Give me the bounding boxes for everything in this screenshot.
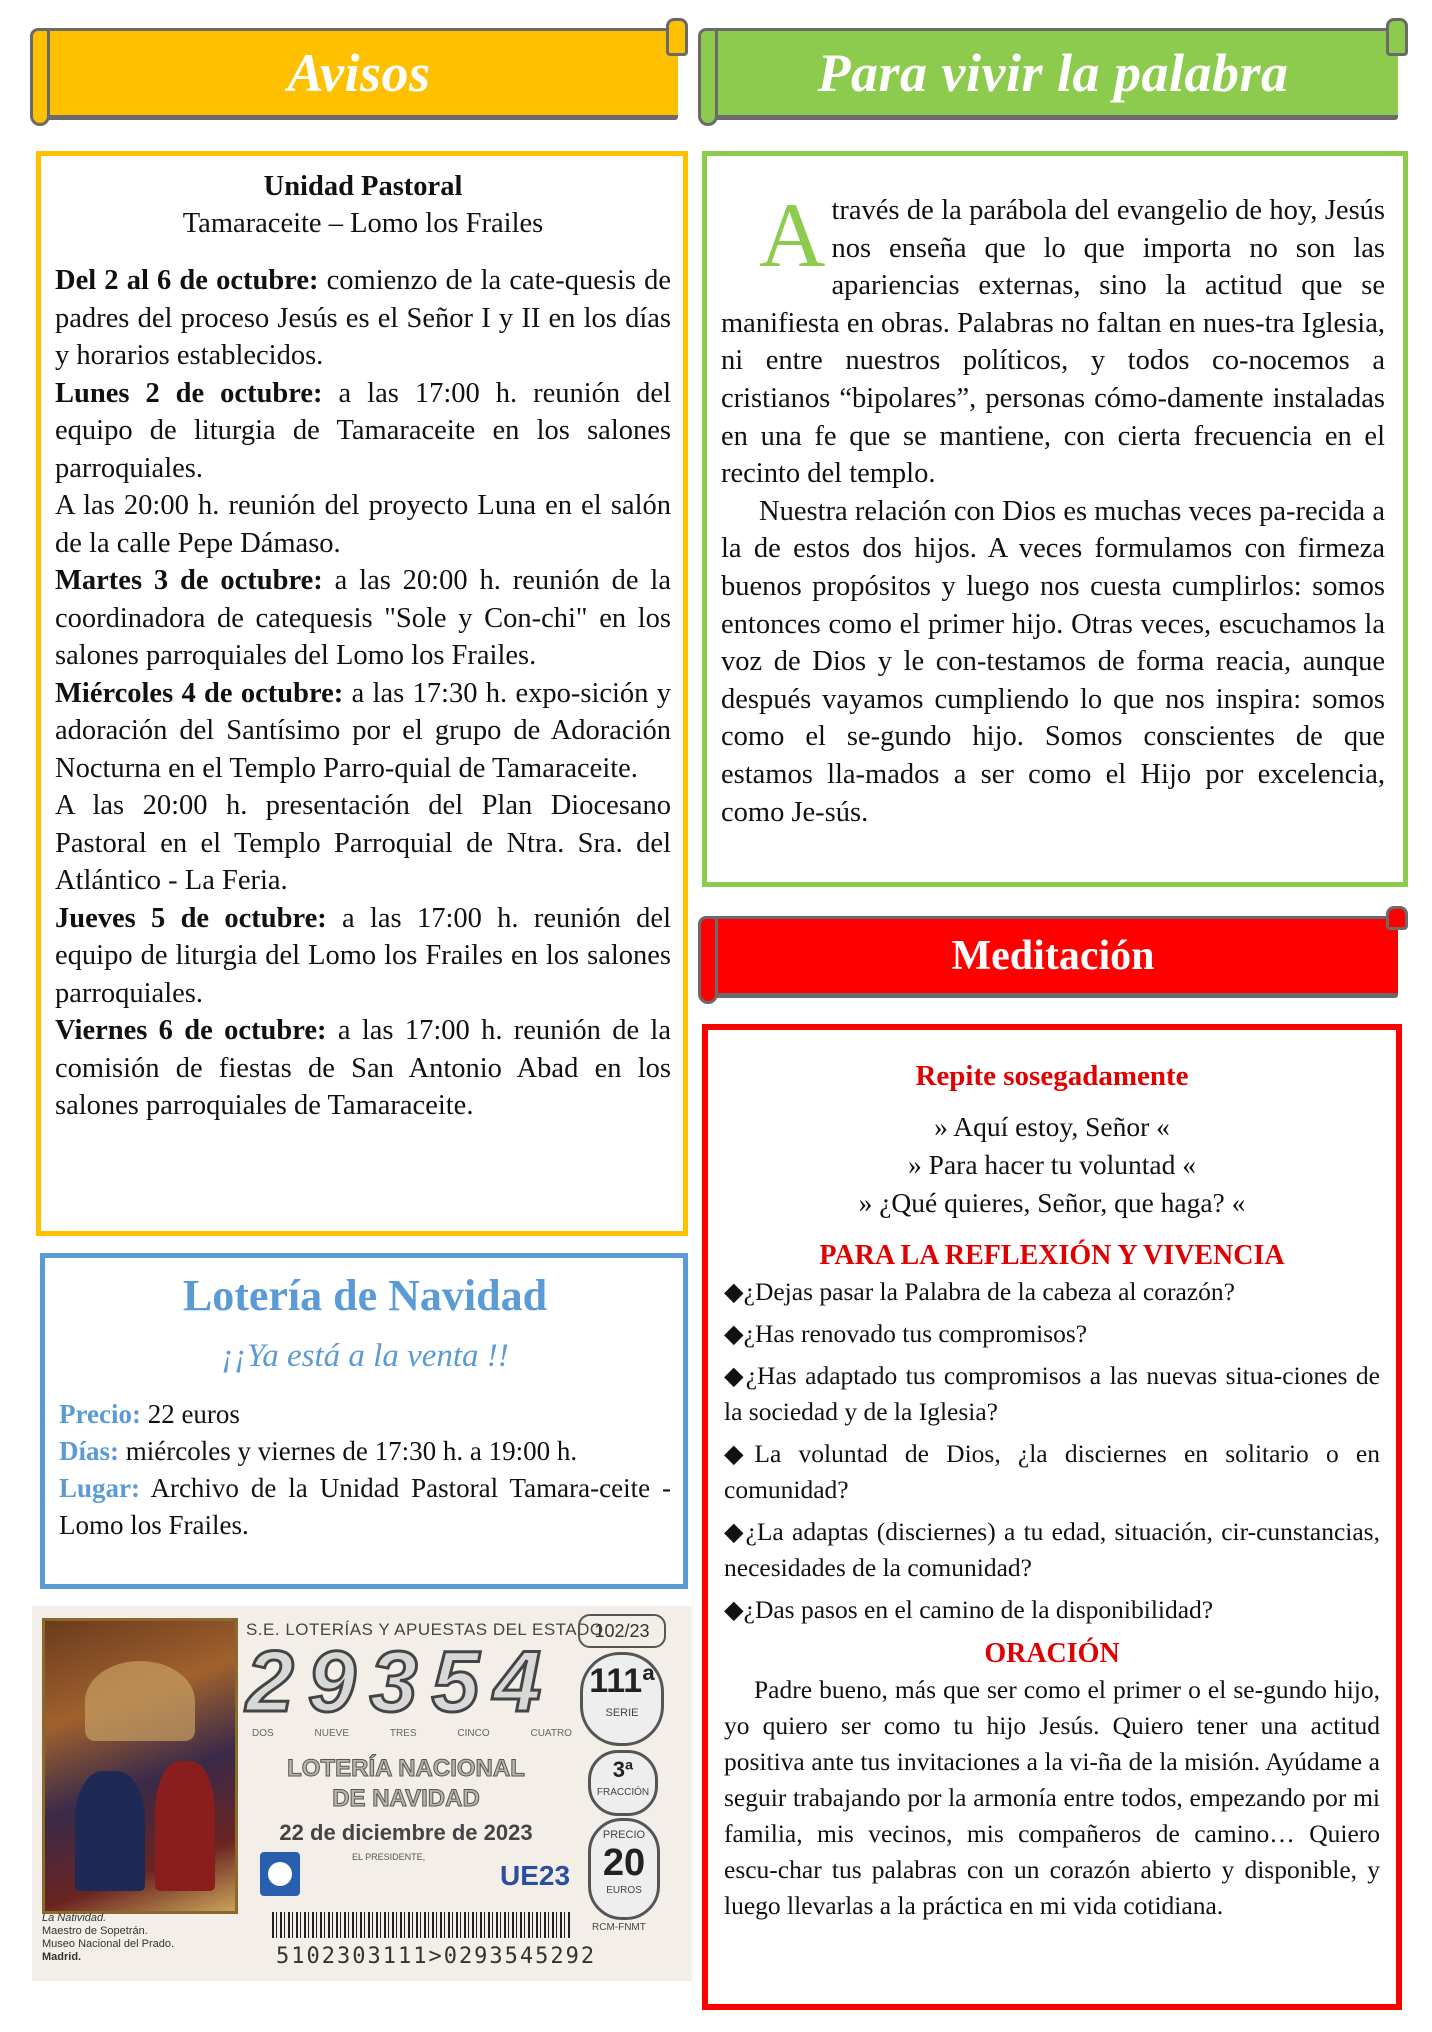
reflexion-title: PARA LA REFLEXIÓN Y VIVENCIA — [819, 1240, 1285, 1271]
nativity-painting — [42, 1618, 238, 1914]
barcode — [272, 1912, 572, 1938]
diamond-icon: ◆ — [724, 1439, 755, 1468]
dias-line: Días: miércoles y viernes de 17:30 h. a 19:00 h. — [59, 1436, 578, 1466]
drop-cap: A — [759, 184, 826, 286]
aviso-item: Jueves 5 de octubre: a las 17:00 h. reunión del equipo de liturgia del Lomo los Frailes en los salones parroquiales. — [55, 902, 671, 1009]
avisos-list — [55, 262, 671, 1125]
loteria-title: Lotería de Navidad — [182, 1271, 548, 1320]
aviso-item: Miércoles 4 de octubre: a las 17:30 h. expo-sición y adoración del Santísimo por el grupo de Adoración Nocturna en el Templo Parro-quial de Tamaraceite. — [55, 677, 671, 784]
avisos-banner — [40, 18, 688, 130]
lugar-line: Lugar: Archivo de la Unidad Pastoral Tamara-ceite - Lomo los Frailes. — [59, 1473, 671, 1540]
lottery-ticket — [32, 1606, 692, 1981]
aviso-item: A las 20:00 h. reunión del proyecto Luna en el salón de la calle Pepe Dámaso. — [55, 490, 671, 559]
rcm-mark: RCM-FNMT — [592, 1922, 646, 1933]
diamond-icon: ◆ — [724, 1277, 744, 1306]
meditacion-box — [702, 1024, 1402, 2010]
palabra-box — [702, 151, 1408, 887]
ticket-serie: 111ª SERIE — [580, 1652, 664, 1746]
question-item: ◆La voluntad de Dios, ¿la disciernes en solitario o en comunidad? — [724, 1439, 1380, 1504]
oracion-title: ORACIÓN — [984, 1638, 1120, 1669]
painting-caption: La Natividad. Maestro de Sopetrán. Museo Nacional del Prado. Madrid. — [42, 1912, 175, 1963]
ticket-number: 29354 — [246, 1634, 556, 1730]
ue-mark: UE23 — [500, 1860, 571, 1891]
meditacion-title: Meditación — [951, 933, 1155, 979]
diamond-icon: ◆ — [724, 1361, 746, 1390]
question-item: ◆¿Has renovado tus compromisos? — [724, 1319, 1088, 1348]
loteria-subtitle: ¡¡Ya está a la venta !! — [221, 1338, 509, 1374]
question-item: ◆¿Has adaptado tus compromisos a las nuevas situa-ciones de la sociedad y de la Iglesia? — [724, 1361, 1380, 1426]
ticket-president: EL PRESIDENTE, — [352, 1852, 426, 1862]
repite-title: Repite sosegadamente — [915, 1060, 1189, 1092]
repite-line: » ¿Qué quieres, Señor, que haga? « — [858, 1187, 1246, 1218]
aviso-item: A las 20:00 h. presentación del Plan Diocesano Pastoral en el Templo Parroquial de Ntra. Sra. del Atlántico - La Feria. — [55, 790, 671, 896]
repite-line: » Para hacer tu voluntad « — [908, 1149, 1196, 1180]
unit-subtitle: Tamaraceite – Lomo los Frailes — [182, 208, 544, 239]
unit-title: Unidad Pastoral — [263, 171, 463, 202]
oracion-text: Padre bueno, más que ser como el primer o el se-gundo hijo, yo quiero ser como tu hijo Jesús. Quiero tener una actitud positiva ante tus invitaciones a la vi-ña de la misión. Ayúdame a seguir trabajando por la armonía entre todos, empezando por mi familia, mis vecinos, mis compañeros de camino… Quiero escu-char tus palabras con un corazón abierto y disponible, y luego llevarlas a la práctica en mi vida cotidiana. — [724, 1675, 1380, 1920]
diamond-icon: ◆ — [724, 1595, 744, 1624]
digit-words: DOS NUEVE TRES CINCO CUATRO — [252, 1728, 572, 1739]
aviso-item: Martes 3 de octubre: a las 20:00 h. reunión de la coordinadora de catequesis "Sole y Con-chi" en los salones parroquiales del Lomo los Frailes. — [55, 565, 671, 671]
repite-line: » Aquí estoy, Señor « — [934, 1111, 1170, 1142]
precio-line: Precio: 22 euros — [59, 1399, 240, 1429]
question-item: ◆¿La adaptas (disciernes) a tu edad, situación, cir-cunstancias, necesidades de la comunidad? — [724, 1517, 1380, 1582]
diamond-icon: ◆ — [724, 1319, 744, 1348]
aviso-item: Lunes 2 de octubre: a las 17:00 h. reunión del equipo de liturgia de Tamaraceite en los salones parroquiales. — [55, 377, 671, 484]
question-item: ◆¿Das pasos en el camino de la disponibilidad? — [724, 1595, 1214, 1624]
palabra-banner — [708, 18, 1408, 130]
avisos-title: Avisos — [287, 43, 431, 103]
aviso-item: Viernes 6 de octubre: a las 17:00 h. reunión de la comisión de fiestas de San Antonio Abad en los salones parroquiales de Tamaraceite. — [55, 1015, 671, 1121]
ticket-date: 22 de diciembre de 2023 — [279, 1820, 533, 1845]
palabra-paragraph-1: A través de la parábola del evangelio de hoy, Jesús nos enseña que lo que importa no son las apariencias externas, sino la actitud que se manifiesta en obras. Palabras no faltan en nues-tra Iglesia, ni entre nuestros políticos, y todos co-nocemos a cristianos “bipolares”, personas cómo-damente instaladas en una fe que se mantiene, con cierta frecuencia en el recinto del templo. — [721, 184, 1385, 490]
loteria-box — [40, 1253, 688, 1589]
palabra-title: Para vivir la palabra — [817, 43, 1289, 103]
ticket-name: LOTERÍA NACIONAL DE NAVIDAD — [287, 1755, 525, 1812]
barcode-number: 5102303111>0293545292 — [276, 1944, 597, 1969]
palabra-paragraph-2: Nuestra relación con Dios es muchas veces pa-recida a la de estos dos hijos. A veces formulamos con firmeza buenos propósitos y luego nos cuesta cumplirlos: somos entonces como el primer hijo. Otras veces, escuchamos la voz de Dios y le con-testamos de forma reacia, aunque después vayamos cumpliendo lo que nos inspira: somos como el se-gundo hijo. Somos conscientes de que estamos lla-mados a ser como el Hijo por excelencia, como Je-sús. — [721, 495, 1385, 828]
ticket-precio: PRECIO 20 EUROS — [588, 1818, 660, 1920]
question-item: ◆¿Dejas pasar la Palabra de la cabeza al corazón? — [724, 1277, 1235, 1306]
ticket-header: S.E. LOTERÍAS Y APUESTAS DEL ESTADO — [246, 1620, 604, 1639]
aviso-item: Del 2 al 6 de octubre: comienzo de la cate-quesis de padres del proceso Jesús es el Señor I y II en los días y horarios establecidos. — [55, 265, 672, 371]
ticket-code: 102/23 — [578, 1614, 666, 1648]
avisos-box — [36, 151, 688, 1236]
meditacion-banner — [708, 906, 1408, 1008]
diamond-icon: ◆ — [724, 1517, 746, 1546]
emblem-icon — [260, 1852, 300, 1896]
ticket-fraccion: 3ª FRACCIÓN — [588, 1750, 658, 1816]
